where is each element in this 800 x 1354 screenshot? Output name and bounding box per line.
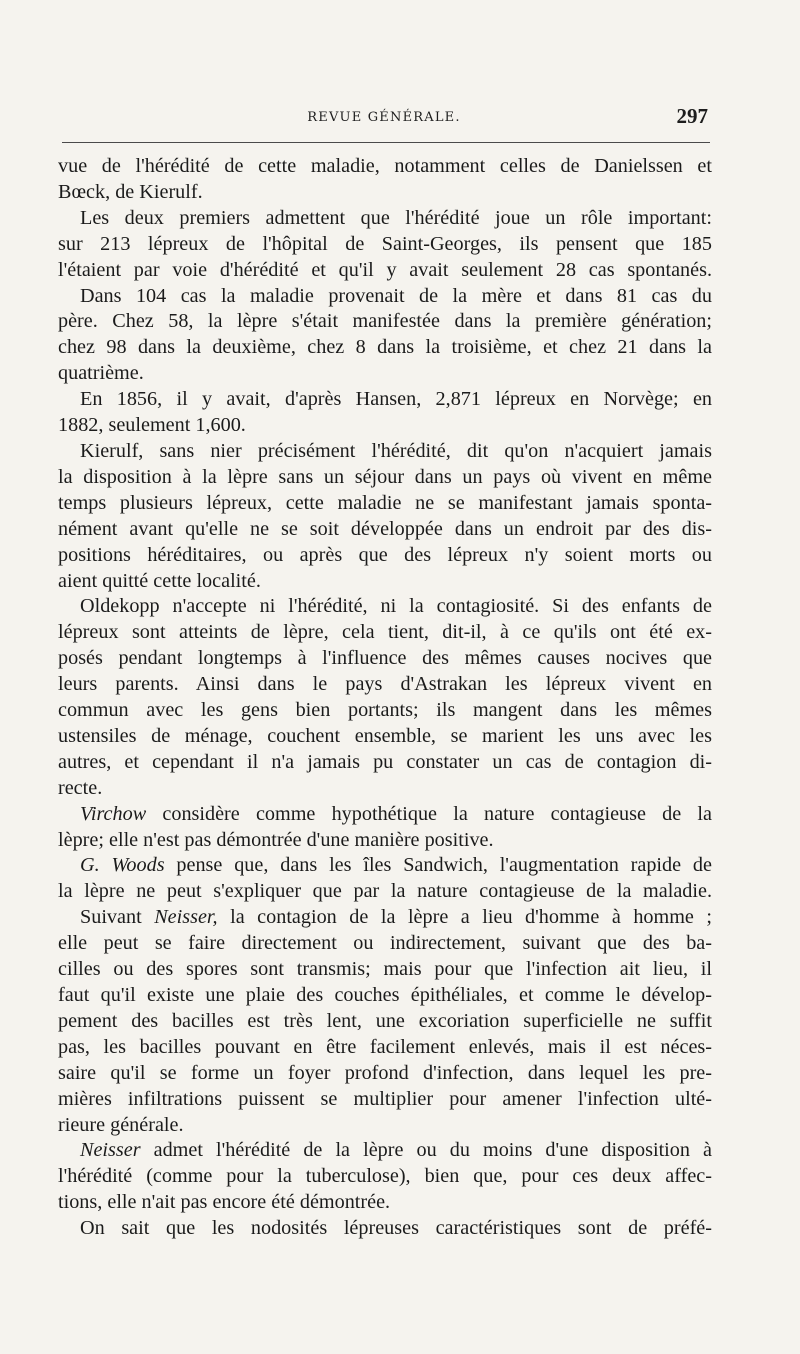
text-line [58,1138,712,1164]
text-line: positions héréditaires, ou après que des lépreux n'y soient morts ou [58,543,712,566]
text-line: sur 213 lépreux de l'hôpital de Saint-Georges, ils pensent que 185 [58,232,712,255]
text-line: nément avant qu'elle ne se soit développée dans un endroit par des dis- [58,517,712,540]
author-name: G. Woods [80,854,165,877]
text-fragment: considère comme hypothétique la nature contagieuse de la [146,802,712,825]
body-text [58,154,712,1242]
text-line: la lèpre ne peut s'expliquer que par la nature contagieuse de la maladie. [58,880,712,903]
text-fragment: Suivant [80,906,155,929]
text-line: saire qu'il se forme un foyer profond d'infection, dans lequel les pre- [58,1061,712,1084]
text-line: Kierulf, sans nier précisément l'hérédité, dit qu'on n'acquiert jamais [80,439,712,462]
text-line: Bœck, de Kierulf. [58,180,203,203]
text-line: commun avec les gens bien portants; ils mangent dans les mêmes [58,699,712,722]
text-line: autres, et cependant il n'a jamais pu constater un cas de contagion di- [58,750,712,773]
text-fragment: admet l'hérédité de la lèpre ou du moins d'une disposition à [140,1139,712,1162]
text-line [58,802,712,828]
text-line: On sait que les nodosités lépreuses caractéristiques sont de préfé- [80,1217,712,1240]
text-line: temps plusieurs lépreux, cette maladie ne se manifestant jamais sponta- [58,491,712,514]
text-fragment: pense que, dans les îles Sandwich, l'augmentation rapide de [164,854,712,877]
text-line [58,853,712,879]
text-line: père. Chez 58, la lèpre s'était manifestée dans la première génération; [58,310,712,333]
text-line: vue de l'hérédité de cette maladie, notamment celles de Danielssen et [58,155,712,177]
text-line: pement des bacilles est très lent, une excoriation superficielle ne suffit [58,1009,712,1032]
text-line: En 1856, il y avait, d'après Hansen, 2,871 lépreux en Norvège; en [80,388,712,411]
text-line: lépreux sont atteints de lèpre, cela tient, dit-il, à ce qu'ils ont été ex- [58,621,712,644]
text-line: recte. [58,776,103,799]
text-line: chez 98 dans la deuxième, chez 8 dans la troisième, et chez 21 dans la [58,336,712,359]
text-line: aient quitté cette localité. [58,569,261,592]
text-line: ustensiles de ménage, couchent ensemble, se marient les uns avec les [58,724,712,747]
text-line: lèpre; elle n'est pas démontrée d'une manière positive. [58,828,494,851]
text-line: rieure générale. [58,1113,184,1136]
text-fragment: la contagion de la lèpre a lieu d'homme à homme ; [217,906,713,929]
text-line: posés pendant longtemps à l'influence des mêmes causes nocives que [58,647,712,670]
page-header [58,104,710,134]
text-line: faut qu'il existe une plaie des couches épithéliales, et comme le dévelop- [58,984,712,1006]
text-line: l'hérédité (comme pour la tuberculose), bien que, pour ces deux affec- [58,1165,712,1188]
text-line: la disposition à la lèpre sans un séjour dans un pays où vivent en même [58,465,712,488]
text-line: cilles ou des spores sont transmis; mais pour que l'infection ait lieu, il [58,958,712,981]
text-line: pas, les bacilles pouvant en être facilement enlevés, mais il est néces- [58,1035,712,1058]
text-line: leurs parents. Ainsi dans le pays d'Astrakan les lépreux vivent en [58,673,712,696]
text-line: 1882, seulement 1,600. [58,414,246,437]
running-title: REVUE GÉNÉRALE. [307,110,461,125]
text-line: tions, elle n'ait pas encore été démontrée. [58,1191,391,1214]
author-name: Virchow [80,802,147,825]
text-line: Oldekopp n'accepte ni l'hérédité, ni la contagiosité. Si des enfants de [80,595,712,618]
text-line: l'étaient par voie d'hérédité et qu'il y avait seulement 28 cas spontanés. [58,258,712,281]
text-line: elle peut se faire directement ou indirectement, suivant que des ba- [58,932,712,955]
header-rule [62,142,710,143]
text-line: mières infiltrations puissent se multiplier pour amener l'infection ulté- [58,1087,712,1110]
text-line [58,905,712,931]
author-name: Neisser [80,1139,141,1162]
text-line: Dans 104 cas la maladie provenait de la mère et dans 81 cas du [80,284,712,307]
text-line: quatrième. [58,362,144,385]
author-name: Neisser, [154,906,218,929]
page-number: 297 [676,104,708,128]
text-line: Les deux premiers admettent que l'hérédité joue un rôle important: [80,206,712,229]
